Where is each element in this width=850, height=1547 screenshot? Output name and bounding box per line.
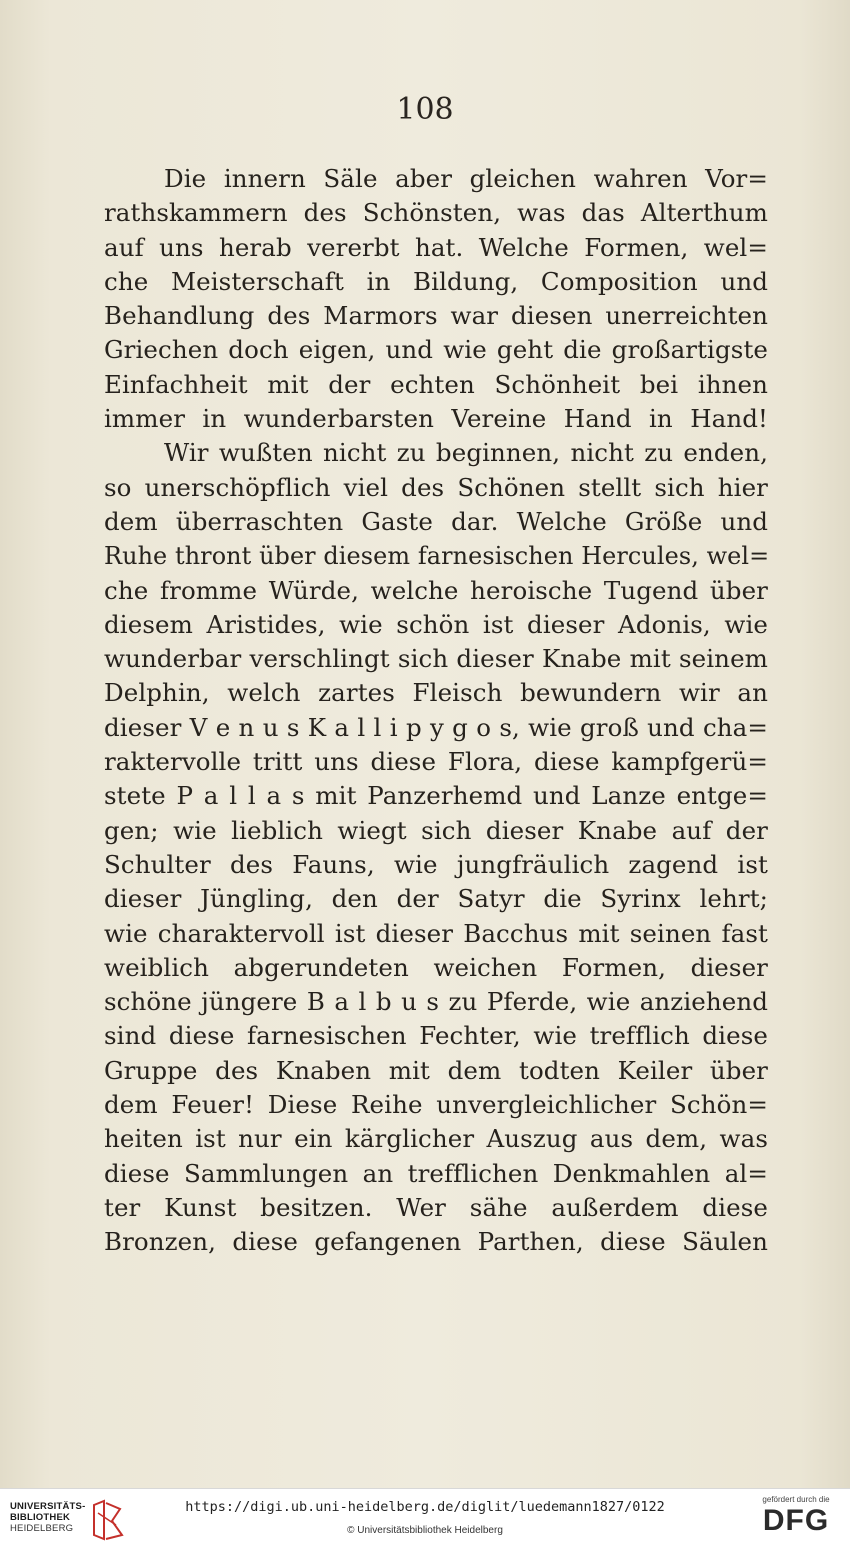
library-name-line-2: BIBLIOTHEK [10,1512,71,1523]
text-line: Die innern Säle aber gleichen wahren Vor= [164,164,768,193]
text-line: dieser V e n u s K a l l i p y g o s, wie groß und cha= [104,712,768,742]
text-line: Ruhe thront über diesem farnesischen Hercules, wel= [104,542,770,571]
text-line: wie charaktervoll ist dieser Bacchus mit seinen fast [104,918,768,948]
text-line: sind diese farnesischen Fechter, wie trefflich diese [104,1021,768,1051]
text-line: ter Kunst besitzen. Wer sähe außerdem diese [104,1192,768,1222]
text-line: Schulter des Fauns, wie jungfräulich zagend ist [104,849,768,879]
text-line: so unerschöpflich viel des Schönen stellt sich hier [104,472,768,502]
text-line: Einfachheit mit der echten Schönheit bei ihnen [104,369,768,399]
text-line: dieser Jüngling, den der Satyr die Syrinx lehrt; [104,884,768,914]
text-line: diesem Aristides, wie schön ist dieser Adonis, wie [104,609,768,639]
text-line: diese Sammlungen an trefflichen Denkmahlen al= [104,1158,768,1188]
funded-by-label: gefördert durch die [762,1495,830,1504]
text-line: dem Feuer! Diese Reihe unvergleichlicher Schön= [104,1090,768,1120]
permalink-url[interactable]: https://digi.ub.uni-heidelberg.de/diglit/luedemann1827/0122 [185,1499,665,1515]
text-line: Griechen doch eigen, und wie geht die großartigste [104,335,768,365]
text-line: che Meisterschaft in Bildung, Composition und [104,266,768,296]
footer-bar [0,1488,850,1547]
body-text [104,162,768,1260]
text-line: Bronzen, diese gefangenen Parthen, diese Säulen [104,1227,768,1257]
text-line: Delphin, welch zartes Fleisch bewundern wir an [104,678,768,708]
text-line: Wir wußten nicht zu beginnen, nicht zu enden, [164,438,768,468]
text-line: gen; wie lieblich wiegt sich dieser Knabe auf der [104,815,768,845]
text-line: wunderbar verschlingt sich dieser Knabe mit seinem [104,644,768,674]
text-line: raktervolle tritt uns diese Flora, diese kampfgerü= [104,747,768,777]
text-line: weiblich abgerundeten weichen Formen, dieser [104,952,768,982]
library-name-line-1: UNIVERSITÄTS- [10,1501,86,1512]
text-line: immer in wunderbarsten Vereine Hand in Hand! [104,404,768,434]
page-number: 108 [396,92,454,127]
text-line: stete P a l l a s mit Panzerhemd und Lanze entge= [104,781,768,811]
library-name-line-3: HEIDELBERG [10,1523,74,1534]
text-line: auf uns herab vererbt hat. Welche Formen, wel= [104,232,768,262]
text-line: Behandlung des Marmors war diesen unerreichten [104,301,768,331]
text-line: heiten ist nur ein kärglicher Auszug aus dem, was [104,1124,768,1154]
text-line: schöne jüngere B a l b u s zu Pferde, wie anziehend [104,987,768,1017]
text-line: che fromme Würde, welche heroische Tugend über [104,575,768,605]
text-line: dem überraschten Gaste dar. Welche Größe und [104,506,768,536]
text-line: Gruppe des Knaben mit dem todten Keiler über [104,1055,768,1085]
text-line: rathskammern des Schönsten, was das Alterthum [104,198,768,228]
dfg-wordmark: DFG [762,1504,830,1537]
copyright-notice: © Universitätsbibliothek Heidelberg [347,1525,503,1536]
dfg-logo[interactable] [754,1495,838,1541]
